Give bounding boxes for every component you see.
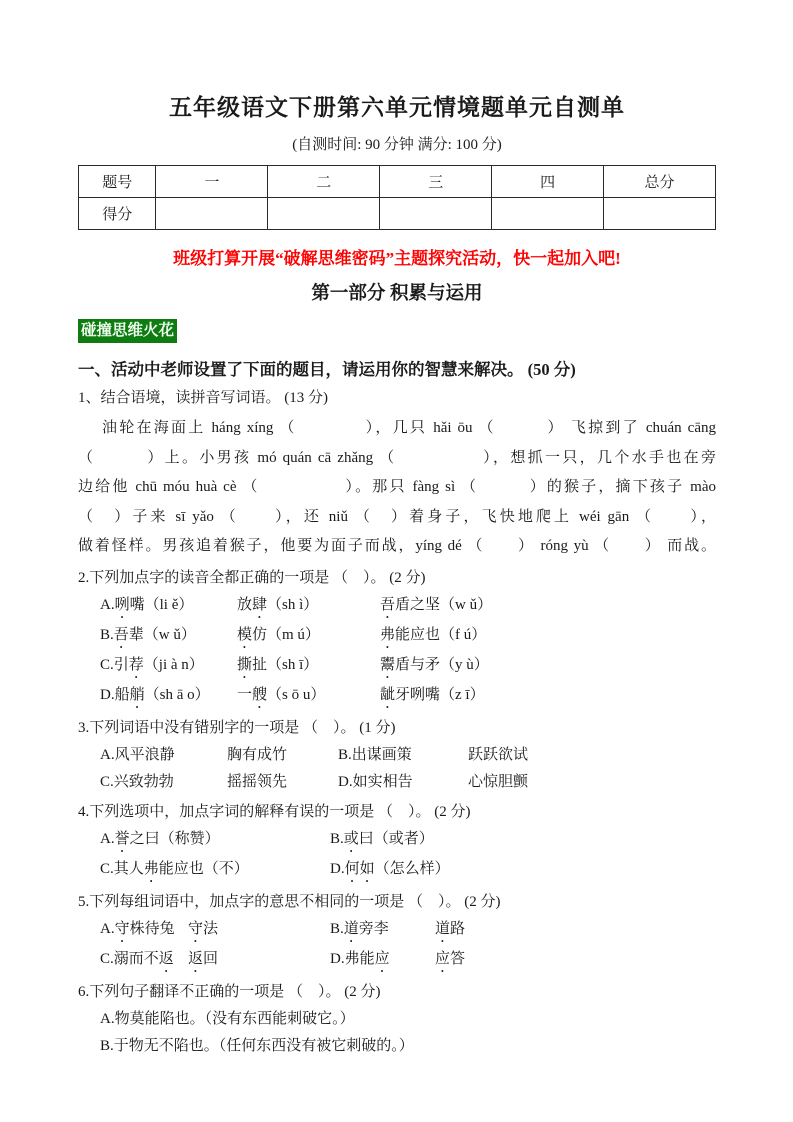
score-table	[78, 165, 716, 230]
q5-option-row	[78, 946, 716, 976]
option-cell: B.出谋画策	[338, 746, 412, 763]
score-table-header-row	[79, 166, 716, 198]
option-cell: 放肆（sh ì）	[237, 596, 319, 613]
score-row-label: 得分	[79, 198, 156, 230]
option-cell: 心惊胆颤	[468, 773, 529, 790]
option-cell: C.兴致勃勃	[100, 773, 174, 790]
option-cell: 摇摇领先	[227, 773, 288, 790]
score-cell-empty	[380, 198, 492, 230]
option-cell: 弗能应也（f ú）	[380, 626, 487, 643]
option-cell: 龇牙咧嘴（z ī）	[380, 686, 485, 703]
q3-option-row	[78, 769, 716, 796]
option-cell: A.誉之曰（称赞）	[100, 830, 220, 847]
option-cell: B.吾辈（w ǔ）	[100, 626, 196, 643]
option-cell: 一艘（s ō u）	[237, 686, 326, 703]
score-cell-empty	[156, 198, 268, 230]
q6-option: A.物莫能陷也。（没有东西能刺破它。）	[100, 1010, 355, 1027]
q2-option-row	[78, 652, 716, 682]
q6-option: B.于物无不陷也。（任何东西没有被它刺破的。）	[100, 1037, 414, 1054]
score-cell-empty	[492, 198, 604, 230]
option-cell: 守法	[188, 920, 219, 937]
q6-stem: 6.下列句子翻译不正确的一项是 （ ）。 (2 分)	[78, 983, 381, 1000]
q1-passage-line: （ ）子来 sī yǎo （ ），还 niǔ （ ）着身子，飞快地爬上 wéi gān （ ），	[78, 508, 716, 525]
score-table-score-row	[79, 198, 716, 230]
q4-option-row	[78, 856, 716, 886]
score-header-cell: 二	[268, 166, 380, 198]
score-header-cell: 一	[156, 166, 268, 198]
score-header-cell: 四	[492, 166, 604, 198]
option-cell: 模仿（m ú）	[237, 626, 320, 643]
option-cell: B.或曰（或者）	[330, 830, 434, 847]
score-header-cell: 三	[380, 166, 492, 198]
q1-passage-line: 做着怪样。男孩追着猴子，他要为面子而战，yíng dé （ ） róng yù （ ） 而战。	[78, 538, 716, 554]
option-cell: 胸有成竹	[227, 746, 288, 763]
option-cell: B.道旁李	[330, 920, 389, 937]
score-cell-empty	[268, 198, 380, 230]
option-cell: D.船艄（sh ā o）	[100, 686, 210, 703]
q2-stem: 2.下列加点字的读音全都正确的一项是 （ ）。 (2 分)	[78, 569, 426, 586]
score-cell-empty	[604, 198, 716, 230]
option-cell: D.何如（怎么样）	[330, 860, 450, 877]
part1-heading: 第一部分 积累与运用	[311, 284, 483, 304]
q5-option-row	[78, 916, 716, 946]
q4-stem: 4.下列选项中，加点字词的解释有误的一项是 （ ）。 (2 分)	[78, 803, 471, 820]
option-cell: C.引荐（ji à n）	[100, 656, 204, 673]
q2-option-row	[78, 592, 716, 622]
option-cell: C.其人弗能应也（不）	[100, 860, 249, 877]
option-cell: 道路	[435, 920, 466, 937]
option-cell: 鬻盾与矛（y ù）	[380, 656, 489, 673]
q1-passage-line: （ ）上。小男孩 mó quán cā zhǎng （ ），想抓一只，几个水手也在旁	[78, 449, 716, 466]
q2-option-row	[78, 682, 716, 712]
topic-badge: 碰撞思维火花	[78, 319, 177, 343]
q3-stem: 3.下列词语中没有错别字的一项是 （ ）。 (1 分)	[78, 719, 396, 736]
q1-passage-line: 边给他 chū móu huà cè （ ）。那只 fàng sì （ ）的猴子，摘下孩子 mào	[78, 479, 716, 495]
q5-stem: 5.下列每组词语中，加点字的意思不相同的一项是 （ ）。 (2 分)	[78, 893, 501, 910]
q4-option-row	[78, 826, 716, 856]
page-title: 五年级语文下册第六单元情境题单元自测单	[169, 95, 625, 120]
option-cell: A.守株待兔	[100, 920, 175, 937]
option-cell: D.如实相告	[338, 773, 413, 790]
activity-notice: 班级打算开展“破解思维密码”主题探究活动，快一起加入吧!	[173, 249, 621, 268]
q1-stem: 1、结合语境，读拼音写词语。 (13 分)	[78, 390, 328, 406]
option-cell: C.溺而不返	[100, 950, 174, 967]
option-cell: A.风平浪静	[100, 746, 175, 763]
option-cell: A.咧嘴（li ě）	[100, 596, 194, 613]
q1-passage	[78, 414, 716, 562]
doc-subtitle: (自测时间: 90 分钟 满分: 100 分)	[292, 137, 502, 153]
score-header-cell: 题号	[79, 166, 156, 198]
option-cell: 跃跃欲试	[468, 746, 529, 763]
q1-passage-line: 油轮在海面上 háng xíng （ ），几只 hǎi ōu （ ） 飞掠到了 chuán cāng	[102, 420, 716, 436]
option-cell: 应答	[435, 950, 466, 967]
option-cell: 返回	[188, 950, 219, 967]
option-cell: 吾盾之坚（w ǔ）	[380, 596, 493, 613]
q2-option-row	[78, 622, 716, 652]
q3-option-row	[78, 742, 716, 769]
section1-title: 一、活动中老师设置了下面的题目，请运用你的智慧来解决。 (50 分)	[78, 360, 576, 379]
option-cell: D.弗能应	[330, 950, 390, 967]
option-cell: 撕扯（sh ī）	[237, 656, 319, 673]
score-header-cell: 总分	[604, 166, 716, 198]
